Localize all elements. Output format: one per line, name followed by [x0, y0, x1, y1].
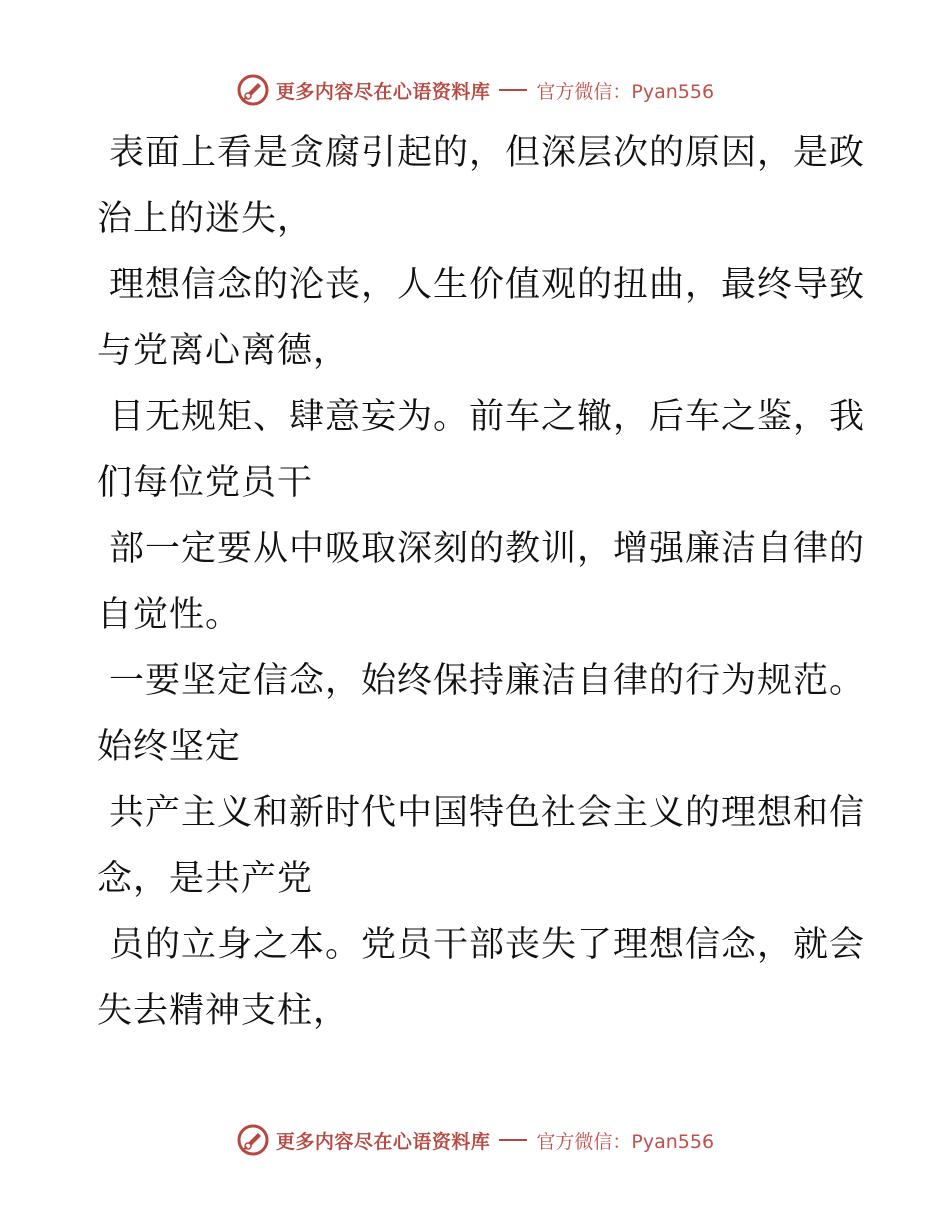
footer-banner: [0, 1120, 950, 1160]
paragraph-line: 失去精神支柱，: [97, 991, 350, 1031]
paragraph-line: 始终坚定: [97, 727, 242, 767]
header-banner-text: 更多内容尽在心语资料库: [275, 80, 491, 103]
paragraph-line: 自觉性。: [97, 595, 242, 635]
footer-banner-text: 更多内容尽在心语资料库: [275, 1130, 491, 1153]
header-banner-dash: [499, 89, 527, 91]
header-banner-wechat: 官方微信：Pyan556: [536, 80, 715, 103]
paragraph: [97, 648, 866, 780]
paragraph-line: 治上的迷失，: [97, 199, 314, 239]
paragraph: [97, 516, 866, 648]
paragraph-line: 理想信念的沦丧，人生价值观的扭曲，最终导致: [109, 265, 866, 305]
pen-nib-logo-icon: [236, 1123, 270, 1157]
paragraph-line: 与党离心离德，: [97, 331, 350, 371]
paragraph: [97, 120, 866, 252]
paragraph-line: 部一定要从中吸取深刻的教训，增强廉洁自律的: [109, 529, 866, 569]
paragraph: [97, 912, 866, 1044]
paragraph: [97, 384, 866, 516]
paragraph-line: 目无规矩、肆意妄为。前车之辙，后车之鉴，我: [109, 397, 866, 437]
footer-banner-dash: [499, 1139, 527, 1141]
paragraph-line: 员的立身之本。党员干部丧失了理想信念，就会: [109, 925, 866, 965]
paragraph-line: 表面上看是贪腐引起的，但深层次的原因，是政: [109, 133, 866, 173]
pen-nib-logo-icon: [236, 73, 270, 107]
paragraph: [97, 780, 866, 912]
header-banner: [0, 70, 950, 110]
body-text: [97, 120, 866, 1044]
paragraph-line: 念，是共产党: [97, 859, 314, 899]
paragraph-line: 一要坚定信念，始终保持廉洁自律的行为规范。: [109, 661, 866, 701]
paragraph-line: 共产主义和新时代中国特色社会主义的理想和信: [109, 793, 866, 833]
footer-banner-wechat: 官方微信：Pyan556: [536, 1130, 715, 1153]
paragraph-line: 们每位党员干: [97, 463, 314, 503]
paragraph: [97, 252, 866, 384]
